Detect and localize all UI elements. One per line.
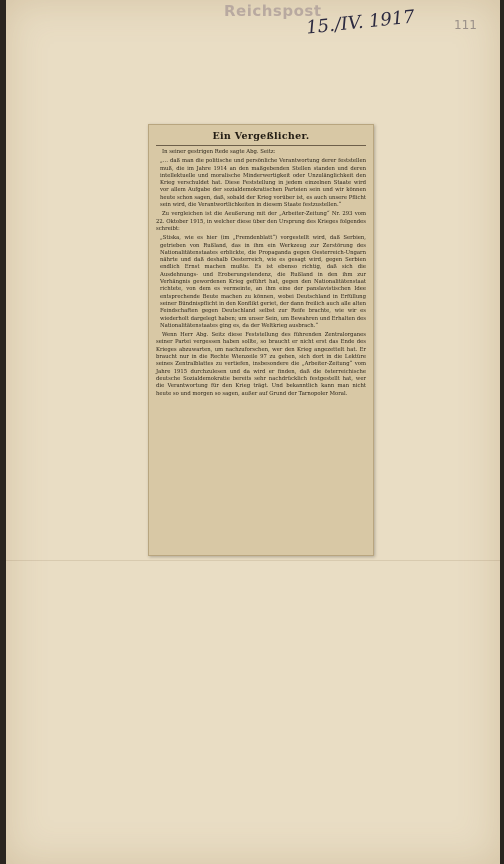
archive-sheet [6, 0, 500, 864]
clipping-paragraph: Zu vergleichen ist die Aeußerung mit der „Arbeiter-Zeitung“ Nr. 293 vom 22. Oktober 1915, in welcher diese über den Ursprung des Krieges folgendes schreibt: [156, 211, 366, 232]
handwritten-date: 15./IV. 1917 [305, 6, 416, 39]
clipping-headline: Ein Vergeßlicher. [212, 131, 310, 142]
clipping-paragraph: In seiner gestrigen Rede sagte Abg. Seitz: [162, 149, 276, 155]
newspaper-clipping [148, 124, 374, 556]
clipping-quote: „… daß man die politische und persönliche Verantwortung derer feststellen muß, die im Jahre 1914 an den maßgebenden Stellen standen und deren intellektuelle und moralische Minderwertigkeit oder Unzulänglichkeit den Krieg verschuldet hat. Diese Feststellung in jedem einzelnen Staate wird vor allem Aufgabe der sozialdemokratischen Parteien sein und wir können heute schon sagen, daß, sobald der Krieg vorüber ist, es auch unsere Pflicht sein wird, die Verantwortlichkeiten in diesem Staate festzustellen.“ [160, 158, 366, 209]
pencil-mark: 111 [454, 18, 477, 32]
newspaper-stamp: Reichspost [224, 2, 322, 20]
clipping-quote: „Stiska, wie es hier (im „Fremdenblatt“) vorgestellt wird, daß Serbien, getrieben von Rußland, das in ihm ein Werkzeug zur Zerstörung des Nationalitätenstaates erblickte, die Propaganda gegen Oesterreich-Ungarn nährte und daß deshalb Oesterreich, wie es gesagt wird, gegen Serbien endlich Ernst machen mußte. Es ist ebenso richtig, daß sich die Ausdehnungs- und Eroberungstendenz, die Rußland in den ihm zur Verhängnis gewordenen Krieg geführt hat, gegen den Nationalitätenstaat richtete, von dem es vermeinte, an ihm eine der panslavistischen Idee entsprechende Beute machen zu können, wobei Deutschland in Erfüllung seiner Bündnispflicht in den Konflikt geriet, der dann freilich auch alle alten Feindschaften gegen Deutschland selbst zur Reife brachte, wie wir es wiederholt dargelegt haben; um unser Sein, um Bewahren und Erhalten des Nationalitätenstaates ging es, da der Weltkrieg ausbrach.“ [160, 235, 366, 329]
headline-rule [156, 145, 366, 146]
paper-fold [6, 560, 500, 561]
clipping-paragraph: Wenn Herr Abg. Seitz diese Feststellung des führenden Zentralorganes seiner Partei vergessen haben sollte, so braucht er nicht erst das Ende des Krieges abzuwarten, um nachzuforschen, wer den Krieg angezettelt hat. Er braucht nur in die Rechte Wienzeile 97 zu gehen, sich dort in die Lektüre seines Zentralblattes zu vertiefen, insbesondere die „Arbeiter-Zeitung“ vom Jahre 1915 durchzulesen und da wird er finden, daß die österreichische deutsche Sozialdemokratie bereits sehr nachdrücklich festgestellt hat, wer die Verantwortung für den Krieg trägt. Und bekanntlich kann man nicht heute so und morgen so sagen, außer auf Grund der Tarnopoler Moral. [156, 332, 366, 397]
